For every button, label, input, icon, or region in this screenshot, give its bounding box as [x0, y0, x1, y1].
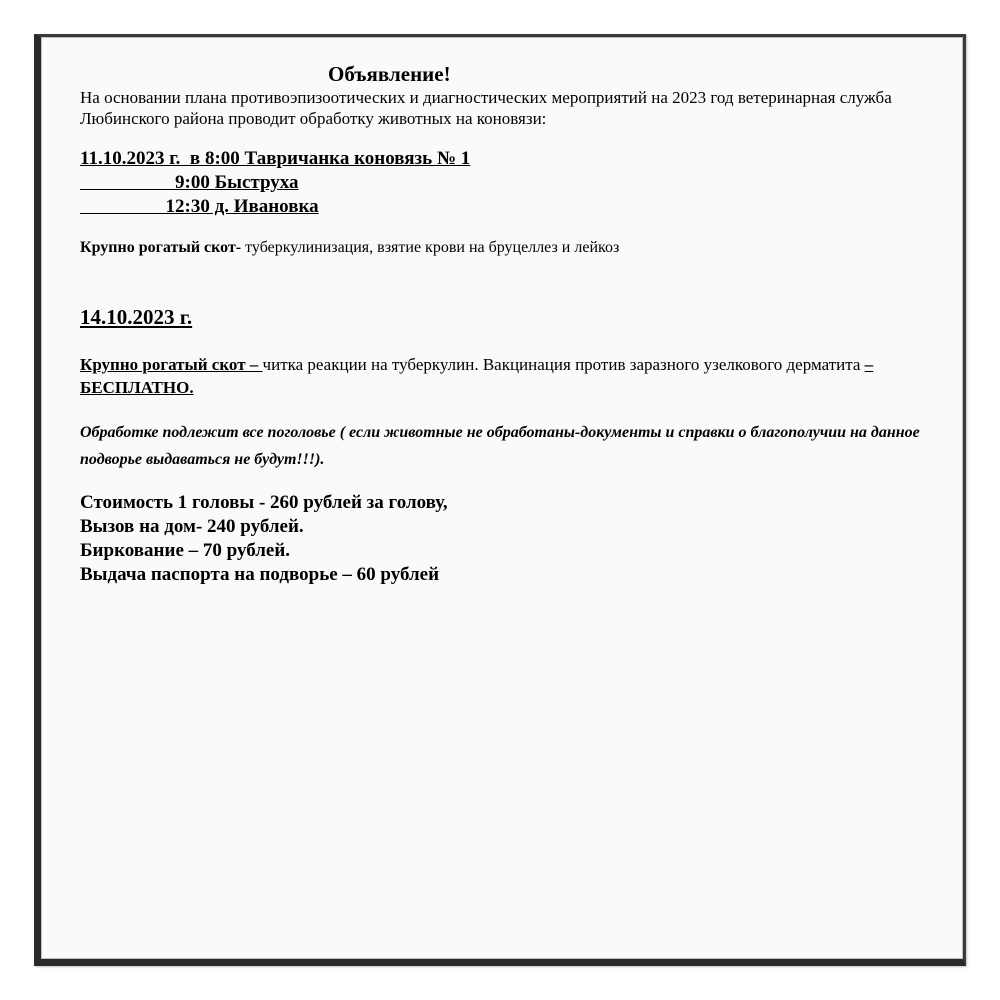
schedule-line-3: 12:30 д. Ивановка	[80, 196, 319, 217]
cattle-vaccination-paragraph	[80, 353, 940, 399]
price-line-2: Вызов на дом- 240 рублей.	[80, 516, 304, 537]
schedule-block	[80, 147, 940, 219]
notice-content	[80, 61, 940, 587]
notice-board	[34, 34, 966, 966]
warning-paragraph: Обработке подлежит все поголовье ( если животные не обработаны-документы и справки о благополучии на данное подворье выдаваться не будут!!!).	[80, 424, 920, 468]
intro-paragraph: На основании плана противоэпизоотических и диагностических мероприятий на 2023 год ветеринарная служба Любинского района проводит обработку животных на коновязи:	[80, 88, 892, 128]
cattle-procedures-text: туберкулинизация, взятие крови на бруцеллез и лейкоз	[241, 239, 620, 256]
cattle-vaccination-text: читка реакции на туберкулин. Вакцинация против заразного узелкового дерматита	[262, 355, 865, 374]
free-label: – БЕСПЛАТНО.	[80, 355, 874, 397]
cattle-label-2: Крупно рогатый скот –	[80, 355, 263, 374]
second-date: 14.10.2023 г.	[80, 305, 193, 329]
price-line-1: Стоимость 1 головы - 260 рублей за голову,	[80, 492, 448, 513]
prices-block	[80, 491, 940, 587]
cattle-label: Крупно рогатый скот-	[80, 239, 242, 256]
price-line-4: Выдача паспорта на подворье – 60 рублей	[80, 564, 440, 585]
cattle-procedures-paragraph	[80, 237, 940, 259]
notice-title: Объявление!	[328, 62, 451, 86]
schedule-line-2: 9:00 Быструха	[80, 172, 299, 193]
schedule-line-1: 11.10.2023 г. в 8:00 Тавричанка коновязь № 1	[80, 148, 471, 169]
price-line-3: Биркование – 70 рублей.	[80, 540, 291, 561]
